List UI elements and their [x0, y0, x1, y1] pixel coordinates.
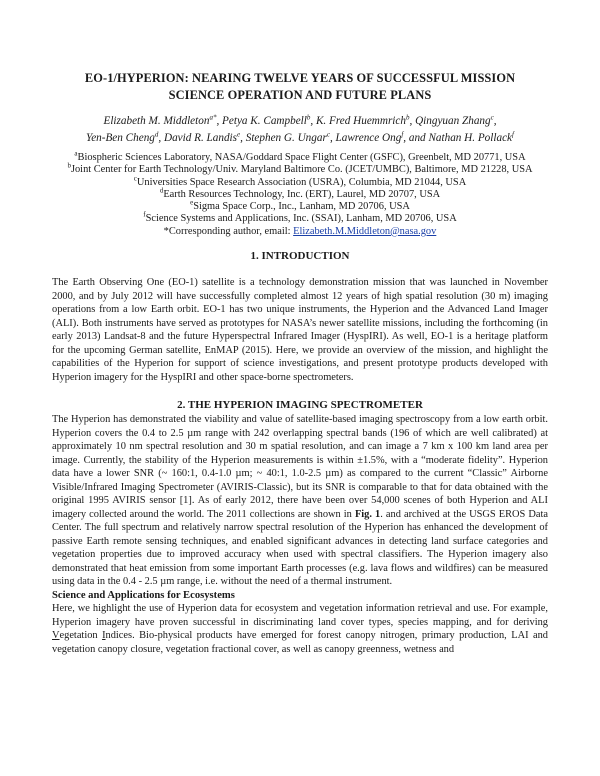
author: Elizabeth M. Middleton$^{a*}$ — [103, 113, 217, 127]
author: K. Fred Huemmrich$^b$ — [315, 113, 410, 127]
author: David R. Landis$^e$ — [163, 129, 241, 144]
corresponding-author: *Corresponding author, email: Elizabeth.M.Middleton@nasa.gov — [163, 225, 437, 237]
affiliation: $^d$Earth Resources Technology, Inc. (ERT), Laurel, MD 20707, USA — [159, 186, 441, 200]
author: Yen-Ben Cheng$^d$ — [86, 129, 159, 144]
subsection-heading-ecosystems: Science and Applications for Ecosystems — [52, 589, 235, 601]
email-link[interactable]: Elizabeth.M.Middleton@nasa.gov — [293, 225, 437, 237]
affiliation: $^e$Sigma Space Corp., Inc., Lanham, MD 20706, USA — [190, 198, 410, 213]
figure-reference: Fig. 1 — [354, 508, 381, 520]
ecosystems-paragraph: Here, we highlight the use of Hyperion data for ecosystem and vegetation information retrieval and use. For example, Hyperion imagery have proven successful in discriminating land cover types, species mapping, and for deriving Vegetation Indices. Bio-physical products have emerged for forest canopy nitrogen, primary production, LAI and vegetation canopy closure, vegetation fractional cover, as well as canopy greenness, wetness and — [52, 603, 549, 655]
author: Stephen G. Ungar$^c$ — [245, 129, 330, 144]
affiliations — [0, 149, 600, 238]
section-heading-introduction: 1. INTRODUCTION — [250, 250, 350, 263]
affiliation: $^c$Universities Space Research Association (USRA), Columbia, MD 21044, USA — [133, 174, 467, 188]
affiliation: $^b$Joint Center for Earth Technology/Univ. Maryland Baltimore Co. (JCET/UMBC), Baltimore, MD 21228, USA — [67, 161, 533, 176]
paper-title: EO-1/HYPERION: NEARING TWELVE YEARS OF SUCCESSFUL MISSION SCIENCE OPERATION AND FUTURE PLANS — [84, 71, 516, 102]
author: Lawrence Ong$^f$ — [335, 129, 404, 144]
author: and Nathan H. Pollack$^f$ — [408, 129, 514, 144]
intro-paragraph: The Earth Observing One (EO-1) satellite is a technology demonstration mission that was launched in November 2000, and by July 2012 will have successfully completed almost 12 years of high spatial resolution (30 m) imaging operations from a low Earth orbit. EO-1 has two unique instruments, the Hyperion and the Advanced Land Imager (ALI). Both instruments have served as prototypes for NASA’s newer satellite missions, including the forthcoming (in early 2013) Landsat-8 and the future Hyperspectral Infrared Imager (HyspIRI). As well, EO-1 is a heritage platform for the upcoming German satellite, EnMAP (2015). Here, we provide an overview of the mission, and highlight the capabilities of the Hyperion for support of science investigations, and present prototype products developed with Hyperion imagery for the HyspIRI and other space-borne spectrometers. — [52, 277, 548, 383]
affiliation: $^a$Biospheric Sciences Laboratory, NASA/Goddard Space Flight Center (GSFC), Greenbelt, MD 20771, USA — [74, 149, 526, 163]
affiliation: $^f$Science Systems and Applications, Inc. (SSAI), Lanham, MD 20706, USA — [143, 211, 457, 225]
author: Petya K. Campbell$^b$ — [222, 113, 311, 127]
author-list: Elizabeth M. Middleton$^{a*}$, Petya K. Campbell$^b$, K. Fred Huemmrich$^b$, Qingyuan Zhang$^c$, Yen-Ben Cheng$^d$, David R. Landis$^e$, Stephen G. Ungar$^c$, Lawrence Ong$^f$, and Nathan H. Pollack$^f$ — [86, 113, 514, 144]
hyperion-paragraph: The Hyperion has demonstrated the viability and value of satellite-based imaging spectroscopy from a low earth orbit. Hyperion covers the 0.4 to 2.5 µm range with 242 overlapping spectral bands (196 of which are well calibrated) at approximately 10 nm spectral resolution and 30 m spatial resolution, and can image a 7 km x 100 km land area per image. Currently, the stability of the Hyperion measurements is within ±1.5%, with a “moderate fidelity”. Hyperion data have a lower SNR (~ 160:1, 0.4-1.0 µm; ~ 40:1, 1.0-2.5 µm) as compared to the current “Classic” Airborne Visible/Infrared Imaging Spectrometer (AVIRIS-Classic), but its SNR is comparable to that for data obtained with the original 1995 AVIRIS sensor [1]. As of early 2012, there have been over 54,000 scenes of both Hyperion and ALI imagery collected around the world. The 2011 collections are shown in Fig. 1. and archived at the USGS EROS Data Center. The full spectrum and relatively narrow spectral resolution of the Hyperion has enhanced the development of passive Earth remote sensing techniques, and enabled significant advances in detecting land surface categories and vegetation properties due to improved accuracy when used with spectral classifiers. The Hyperion imagery also demonstrated that heat emission from some important Earth processes (e.g. lava flows and wildfires) can be measured using data in the 0.4 - 2.5 µm range, i.e. without the need of a thermal instrument. — [52, 414, 548, 588]
section-heading-hyperion: 2. THE HYPERION IMAGING SPECTROMETER — [177, 399, 423, 412]
author: Qingyuan Zhang$^c$ — [415, 113, 494, 127]
